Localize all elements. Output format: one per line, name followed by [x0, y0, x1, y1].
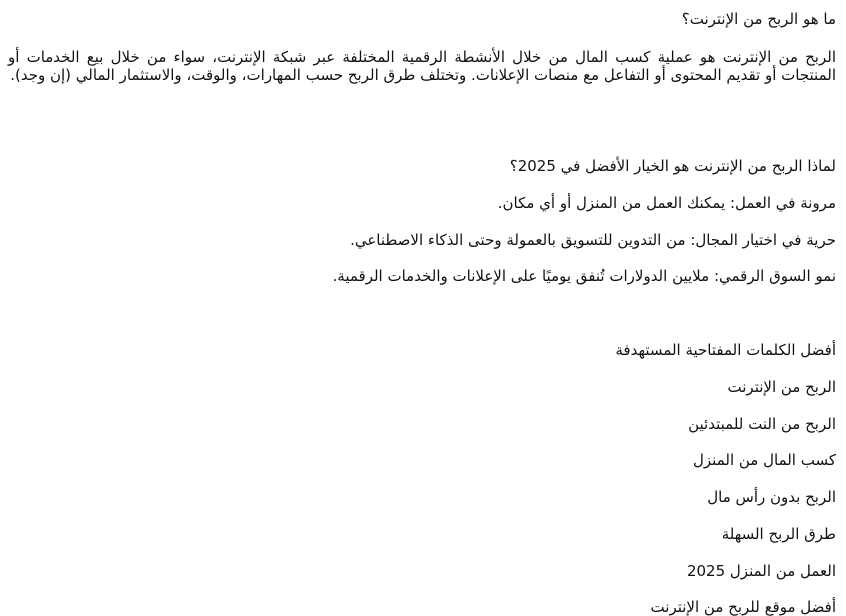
- keywords-heading: أفضل الكلمات المفتاحية المستهدفة: [615, 341, 836, 359]
- reason-item: نمو السوق الرقمي: ملايين الدولارات تُنفق يوميًا على الإعلانات والخدمات الرقمية.: [332, 267, 836, 285]
- reason-item: حرية في اختيار المجال: من التدوين للتسويق بالعمولة وحتى الذكاء الاصطناعي.: [350, 231, 836, 249]
- keyword-item: طرق الربح السهلة: [721, 525, 836, 543]
- keyword-item: الربح بدون رأس مال: [707, 488, 836, 506]
- keyword-item: الربح من النت للمبتدئين: [688, 415, 836, 433]
- definition-paragraph: الربح من الإنترنت هو عملية كسب المال من خلال الأنشطة الرقمية المختلفة عبر شبكة الإنترنت، سواء من خلال بيع الخدمات أو المنتجات أو تقديم المحتوى أو التفاعل مع منصات الإعلانات. وتختلف طرق الربح حسب المهارات، والوقت، والاستثمار المالي (إن وجد).: [8, 48, 836, 84]
- keyword-item: العمل من المنزل 2025: [686, 562, 836, 580]
- keyword-item: الربح من الإنترنت: [727, 378, 836, 396]
- keyword-item: أفضل موقع للربح من الإنترنت: [650, 598, 836, 616]
- question-what-is-online-earning: ما هو الربح من الإنترنت؟: [681, 10, 836, 28]
- question-why-best-choice: لماذا الربح من الإنترنت هو الخيار الأفضل في 2025؟: [509, 157, 836, 175]
- keyword-item: كسب المال من المنزل: [693, 451, 836, 469]
- reason-item: مرونة في العمل: يمكنك العمل من المنزل أو أي مكان.: [497, 194, 836, 212]
